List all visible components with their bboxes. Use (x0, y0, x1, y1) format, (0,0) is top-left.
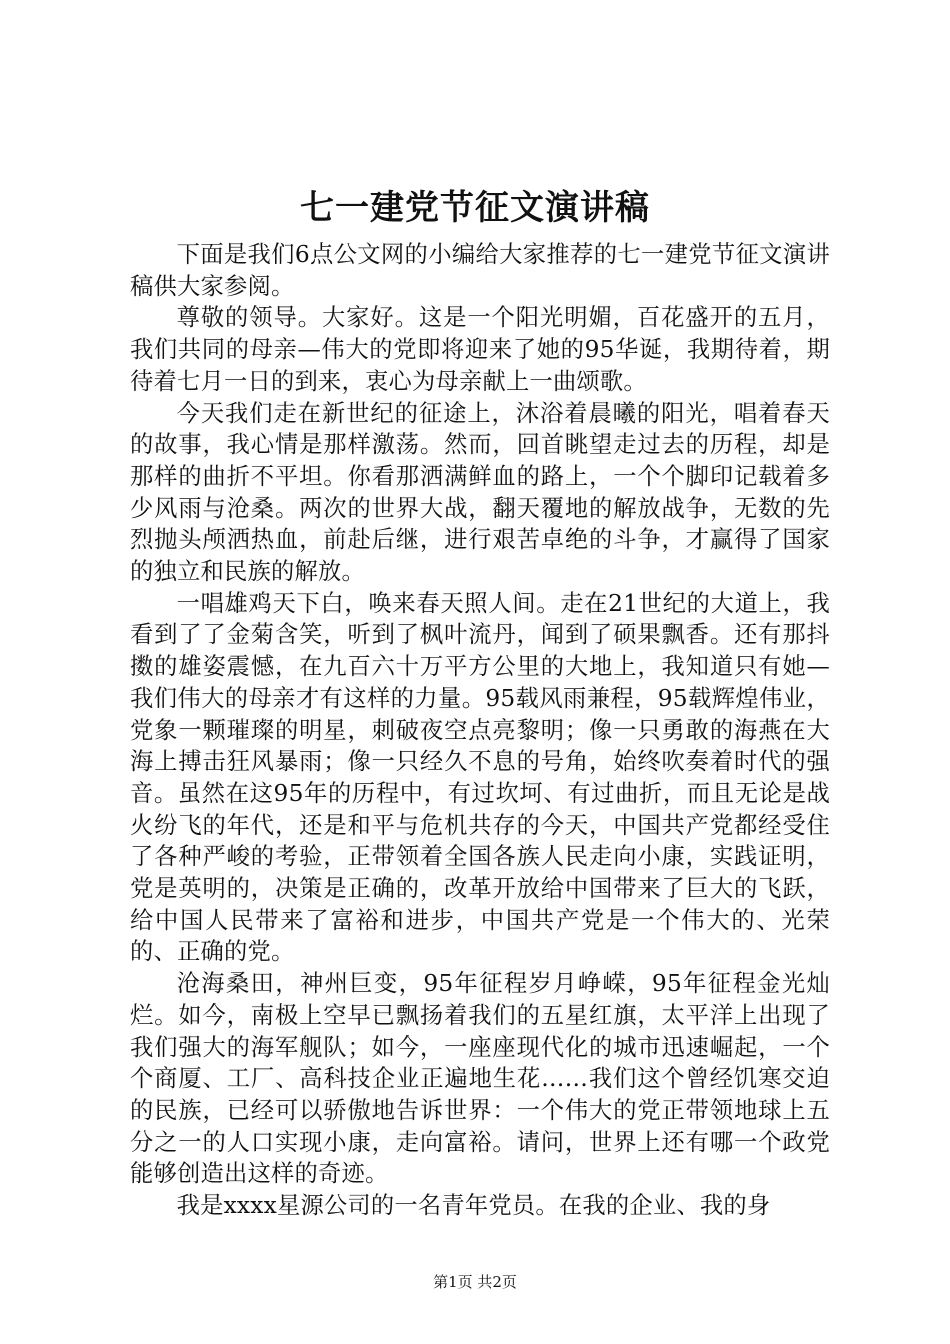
document-body (130, 239, 830, 1222)
page-footer: 第1页 共2页 (433, 1273, 517, 1291)
paragraph-3: 今天我们走在新世纪的征途上，沐浴着晨曦的阳光，唱着春天的故事，我心情是那样激荡。然而，回首眺望走过去的历程，却是那样的曲折不平坦。你看那洒满鲜血的路上，一个个脚印记载着多少风雨与沧桑。两次的世界大战，翻天覆地的解放战争，无数的先烈抛头颅洒热血，前赴后继，进行艰苦卓绝的斗争，才赢得了国家的独立和民族的解放。 (130, 399, 830, 586)
paragraph-1: 下面是我们6点公文网的小编给大家推荐的七一建党节征文演讲稿供大家参阅。 (130, 241, 830, 300)
paragraph-2: 尊敬的领导。大家好。这是一个阳光明媚，百花盛开的五月，我们共同的母亲—伟大的党即将迎来了她的95华诞，我期待着，期待着七月一日的到来，衷心为母亲献上一曲颂歌。 (130, 304, 830, 395)
paragraph-4: 一唱雄鸡天下白，唤来春天照人间。走在21世纪的大道上，我看到了了金菊含笑，听到了枫叶流丹，闻到了硕果飘香。还有那抖擞的雄姿震憾，在九百六十万平方公里的大地上，我知道只有她—我们伟大的母亲才有这样的力量。95载风雨兼程，95载辉煌伟业，党象一颗璀璨的明星，刺破夜空点亮黎明；像一只勇敢的海燕在大海上搏击狂风暴雨；像一只经久不息的号角，始终吹奏着时代的强音。虽然在这95年的历程中，有过坎坷、有过曲折，而且无论是战火纷飞的年代，还是和平与危机共存的今天，中国共产党都经受住了各种严峻的考验，正带领着全国各族人民走向小康，实践证明，党是英明的，决策是正确的，改革开放给中国带来了巨大的飞跃，给中国人民带来了富裕和进步，中国共产党是一个伟大的、光荣的、正确的党。 (130, 589, 830, 966)
paragraph-5: 沧海桑田，神州巨变，95年征程岁月峥嵘，95年征程金光灿烂。如今，南极上空早已飘扬着我们的五星红旗，太平洋上出现了我们强大的海军舰队；如今，一座座现代化的城市迅速崛起，一个个商厦、工厂、高科技企业正遍地生花……我们这个曾经饥寒交迫的民族，已经可以骄傲地告诉世界：一个伟大的党正带领地球上五分之一的人口实现小康，走向富裕。请问，世界上还有哪一个政党能够创造出这样的奇迹。 (130, 970, 830, 1188)
document-title: 七一建党节征文演讲稿 (300, 188, 650, 228)
paragraph-6: 我是xxxx星源公司的一名青年党员。在我的企业、我的身 (176, 1192, 771, 1220)
